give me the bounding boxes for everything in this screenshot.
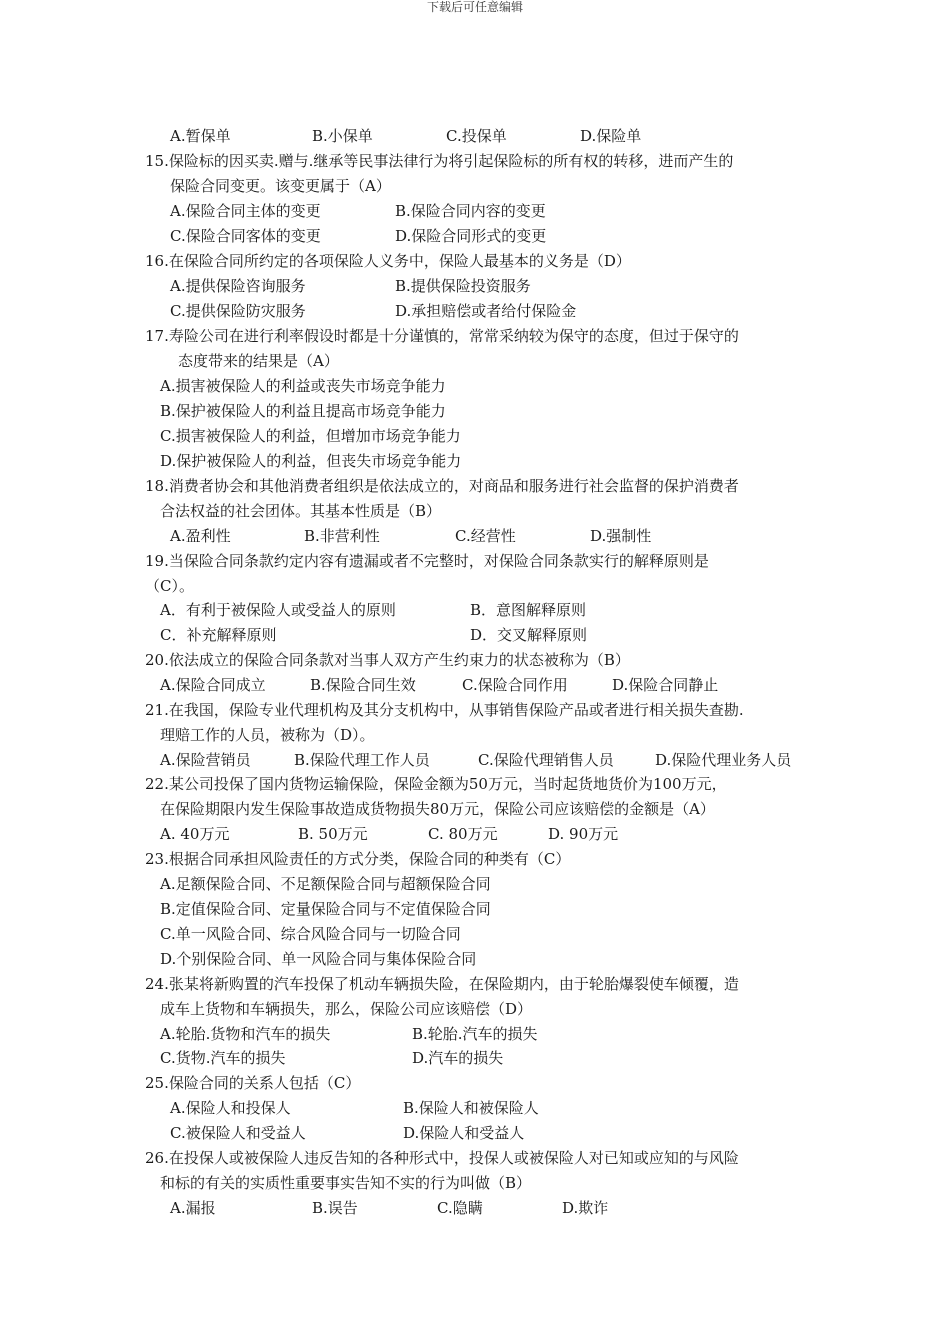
q24-option-d: D.汽车的损失	[412, 1049, 504, 1067]
q18-option-d: D.强制性	[590, 527, 652, 545]
q21-option-b: B.保险代理工作人员	[294, 751, 430, 769]
q18-stem-line1: 18.消费者协会和其他消费者组织是依法成立的，对商品和服务进行社会监督的保护消费者	[145, 477, 739, 495]
q20-option-b: B.保险合同生效	[310, 676, 416, 694]
q17-option-b: B.保护被保险人的利益且提高市场竞争能力	[160, 402, 446, 420]
q21-stem-line2: 理赔工作的人员，被称为（D）。	[160, 726, 375, 744]
q19-option-b: B．意图解释原则	[470, 601, 587, 619]
q16-stem-line1: 16.在保险合同所约定的各项保险人义务中，保险人最基本的义务是（D）	[145, 252, 631, 270]
q22-option-c: C. 80万元	[428, 825, 498, 843]
q17-stem-line1: 17.寿险公司在进行利率假设时都是十分谨慎的，常常采纳较为保守的态度，但过于保守的	[145, 327, 739, 345]
q22-option-b: B. 50万元	[298, 825, 368, 843]
q15-option-d: D.保险合同形式的变更	[395, 227, 547, 245]
q20-option-c: C.保险合同作用	[462, 676, 568, 694]
q24-option-c: C.货物.汽车的损失	[160, 1049, 286, 1067]
q16-option-c: C.提供保险防灾服务	[170, 302, 306, 320]
q26-option-b: B.误告	[312, 1199, 358, 1217]
q21-stem-line1: 21.在我国，保险专业代理机构及其分支机构中，从事销售保险产品或者进行相关损失查勘.	[145, 701, 744, 719]
q14-option-d: D.保险单	[580, 127, 642, 145]
q15-stem-line2: 保险合同变更。该变更属于（A）	[170, 177, 391, 195]
q26-option-d: D.欺诈	[562, 1199, 609, 1217]
q17-option-d: D.保护被保险人的利益，但丧失市场竞争能力	[160, 452, 462, 470]
q14-option-b: B.小保单	[312, 127, 373, 145]
q15-option-b: B.保险合同内容的变更	[395, 202, 546, 220]
q23-option-c: C.单一风险合同、综合风险合同与一切险合同	[160, 925, 461, 943]
q23-option-a: A.足额保险合同、不足额保险合同与超额保险合同	[160, 875, 491, 893]
q26-stem-line1: 26.在投保人或被保险人违反告知的各种形式中，投保人或被保险人对已知或应知的与风险	[145, 1149, 739, 1167]
q20-stem-line1: 20.依法成立的保险合同条款对当事人双方产生约束力的状态被称为（B）	[145, 651, 630, 669]
q18-option-c: C.经营性	[455, 527, 516, 545]
q15-option-c: C.保险合同客体的变更	[170, 227, 321, 245]
q19-option-a: A．有利于被保险人或受益人的原则	[160, 601, 396, 619]
q14-option-c: C.投保单	[446, 127, 507, 145]
q17-option-a: A.损害被保险人的利益或丧失市场竞争能力	[160, 377, 446, 395]
q25-option-b: B.保险人和被保险人	[403, 1099, 539, 1117]
q14-option-a: A.暂保单	[170, 127, 231, 145]
q22-stem-line1: 22.某公司投保了国内货物运输保险，保险金额为50万元，当时起货地货价为100万元，	[145, 775, 727, 793]
page-header: 下载后可任意编辑	[426, 0, 523, 14]
q23-option-d: D.个别保险合同、单一风险合同与集体保险合同	[160, 950, 477, 968]
q22-option-d: D. 90万元	[548, 825, 619, 843]
q24-stem-line2: 成车上货物和车辆损失，那么，保险公司应该赔偿（D）	[160, 1000, 533, 1018]
q23-stem-line1: 23.根据合同承担风险责任的方式分类，保险合同的种类有（C）	[145, 850, 571, 868]
q18-option-a: A.盈利性	[170, 527, 231, 545]
q21-option-d: D.保险代理业务人员	[655, 751, 792, 769]
q24-stem-line1: 24.张某将新购置的汽车投保了机动车辆损失险，在保险期内，由于轮胎爆裂使车倾覆，造	[145, 975, 739, 993]
q19-stem-line1: 19.当保险合同条款约定内容有遗漏或者不完整时，对保险合同条款实行的解释原则是	[145, 552, 709, 570]
q26-option-c: C.隐瞒	[437, 1199, 483, 1217]
q15-stem-line1: 15.保险标的因买卖.赠与.继承等民事法律行为将引起保险标的所有权的转移，进而产生的	[145, 152, 734, 170]
q18-stem-line2: 合法权益的社会团体。其基本性质是（B）	[160, 502, 442, 520]
q21-option-a: A.保险营销员	[160, 751, 251, 769]
q26-option-a: A.漏报	[170, 1199, 216, 1217]
q15-option-a: A.保险合同主体的变更	[170, 202, 321, 220]
q25-option-c: C.被保险人和受益人	[170, 1124, 306, 1142]
q23-option-b: B.定值保险合同、定量保险合同与不定值保险合同	[160, 900, 491, 918]
q22-stem-line2: 在保险期限内发生保险事故造成货物损失80万元，保险公司应该赔偿的金额是（A）	[160, 800, 715, 818]
q19-option-c: C．补充解释原则	[160, 626, 277, 644]
q21-option-c: C.保险代理销售人员	[478, 751, 614, 769]
q19-option-d: D．交叉解释原则	[470, 626, 588, 644]
q25-option-a: A.保险人和投保人	[170, 1099, 291, 1117]
q18-option-b: B.非营利性	[304, 527, 380, 545]
q16-option-b: B.提供保险投资服务	[395, 277, 531, 295]
q20-option-d: D.保险合同静止	[612, 676, 719, 694]
q24-option-a: A.轮胎.货物和汽车的损失	[160, 1025, 331, 1043]
q16-option-d: D.承担赔偿或者给付保险金	[395, 302, 577, 320]
q22-option-a: A. 40万元	[160, 825, 230, 843]
q25-stem-line1: 25.保险合同的关系人包括（C）	[145, 1074, 361, 1092]
q26-stem-line2: 和标的有关的实质性重要事实告知不实的行为叫做（B）	[160, 1174, 532, 1192]
q16-option-a: A.提供保险咨询服务	[170, 277, 306, 295]
q24-option-b: B.轮胎.汽车的损失	[412, 1025, 538, 1043]
q20-option-a: A.保险合同成立	[160, 676, 266, 694]
q17-stem-line2: 态度带来的结果是（A）	[178, 352, 339, 370]
q17-option-c: C.损害被保险人的利益，但增加市场竞争能力	[160, 427, 461, 445]
q19-stem-line2: （C）。	[145, 577, 194, 595]
q25-option-d: D.保险人和受益人	[403, 1124, 525, 1142]
